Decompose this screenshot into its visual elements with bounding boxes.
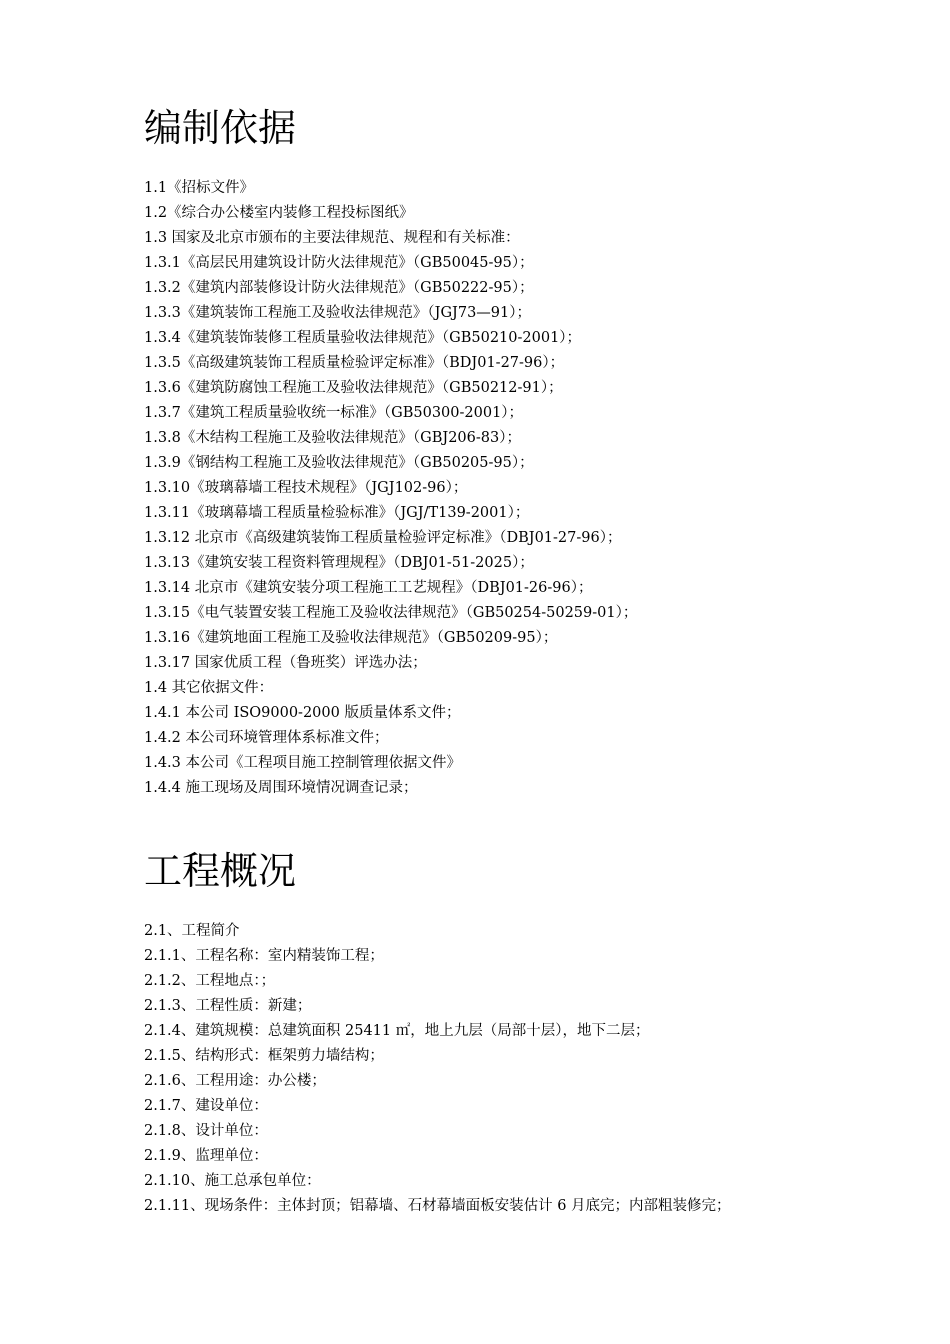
list-item: 1.3.11《玻璃幕墙工程质量检验标准》（JGJ/T139-2001）；	[144, 505, 530, 521]
list-item: 2.1.6、工程用途：办公楼；	[144, 1073, 326, 1089]
list-item: 2.1.2、工程地点：；	[144, 973, 276, 989]
section-compilation-basis	[144, 100, 904, 801]
section-heading: 工程概况	[144, 849, 297, 893]
list-item: 1.3.17 国家优质工程（鲁班奖）评选办法；	[144, 655, 427, 671]
list-item: 2.1.1、工程名称：室内精装饰工程；	[144, 948, 384, 964]
list-item: 1.1《招标文件》	[144, 180, 255, 196]
list-item: 1.4.4 施工现场及周围环境情况调查记录；	[144, 780, 418, 796]
list-item: 1.3.15《电气装置安装工程施工及验收法律规范》（GB50254-50259-01）；	[144, 605, 638, 621]
list-item: 1.3 国家及北京市颁布的主要法律规范、规程和有关标准：	[144, 230, 520, 246]
list-item: 1.3.12 北京市《高级建筑装饰工程质量检验评定标准》（DBJ01-27-96）；	[144, 530, 622, 546]
list-item: 1.3.7《建筑工程质量验收统一标准》（GB50300-2001）；	[144, 405, 524, 421]
list-item: 1.3.3《建筑装饰工程施工及验收法律规范》（JGJ73—91）；	[144, 305, 532, 321]
list-item: 1.3.2《建筑内部装修设计防火法律规范》（GB50222-95）；	[144, 280, 534, 296]
section-project-overview	[144, 843, 904, 1219]
list-item: 1.3.5《高级建筑装饰工程质量检验评定标准》（BDJ01-27-96）；	[144, 355, 565, 371]
list-item: 1.3.13《建筑安装工程资料管理规程》（DBJ01-51-2025）；	[144, 555, 534, 571]
list-item: 1.3.16《建筑地面工程施工及验收法律规范》（GB50209-95）；	[144, 630, 558, 646]
list-item: 1.3.8《木结构工程施工及验收法律规范》（GBJ206-83）；	[144, 430, 521, 446]
section-heading: 编制依据	[144, 106, 297, 150]
list-item: 1.3.10《玻璃幕墙工程技术规程》（JGJ102-96）；	[144, 480, 468, 496]
list-item: 1.4.1 本公司 ISO9000-2000 版质量体系文件；	[144, 705, 461, 721]
list-item: 2.1.7、建设单位：	[144, 1098, 268, 1114]
overview-list	[144, 919, 904, 1219]
list-item: 1.4.2 本公司环境管理体系标准文件；	[144, 730, 389, 746]
list-item: 1.2《综合办公楼室内装修工程投标图纸》	[144, 205, 414, 221]
list-item: 1.3.4《建筑装饰装修工程质量验收法律规范》（GB50210-2001）；	[144, 330, 582, 346]
list-item: 1.3.9《钢结构工程施工及验收法律规范》（GB50205-95）；	[144, 455, 534, 471]
list-item: 2.1.3、工程性质：新建；	[144, 998, 312, 1014]
list-item: 2.1.8、设计单位：	[144, 1123, 268, 1139]
list-item: 2.1.5、结构形式：框架剪力墙结构；	[144, 1048, 384, 1064]
list-item: 1.3.1《高层民用建筑设计防火法律规范》（GB50045-95）；	[144, 255, 534, 271]
list-item: 1.4.3 本公司《工程项目施工控制管理依据文件》	[144, 755, 462, 771]
list-item: 2.1.9、监理单位：	[144, 1148, 268, 1164]
list-item: 1.3.6《建筑防腐蚀工程施工及验收法律规范》（GB50212-91）；	[144, 380, 563, 396]
list-item: 1.4 其它依据文件：	[144, 680, 274, 696]
list-item: 2.1、工程简介	[144, 923, 240, 939]
list-item: 1.3.14 北京市《建筑安装分项工程施工工艺规程》（DBJ01-26-96）；	[144, 580, 593, 596]
list-item: 2.1.10、施工总承包单位：	[144, 1173, 321, 1189]
list-item: 2.1.4、建筑规模：总建筑面积 25411 ㎡，地上九层（局部十层），地下二层；	[144, 1023, 650, 1039]
list-item: 2.1.11、现场条件：主体封顶；铝幕墙、石材幕墙面板安装估计 6 月底完；内部粗装修完；	[144, 1198, 731, 1214]
basis-list	[144, 176, 904, 801]
